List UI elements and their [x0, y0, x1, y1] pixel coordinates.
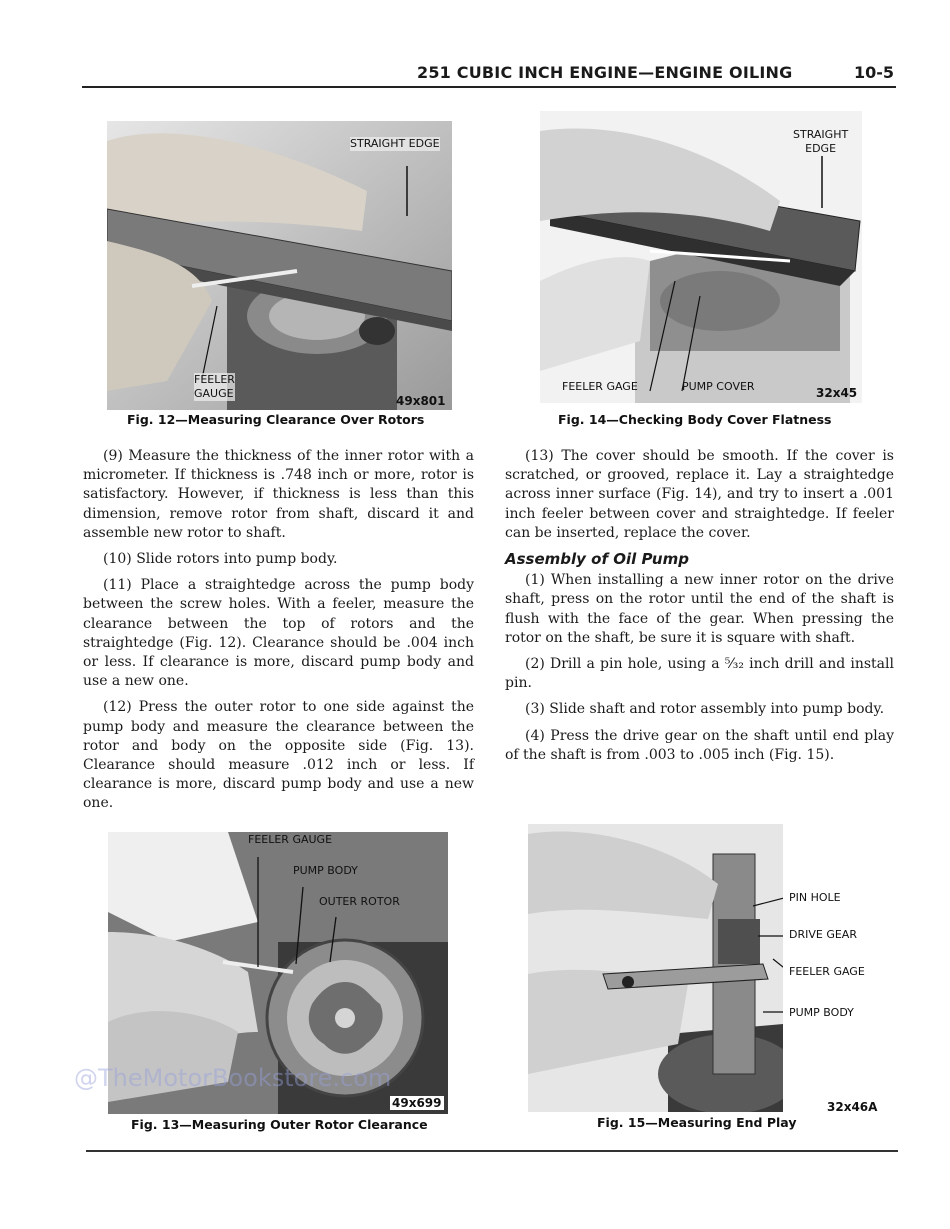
page-number: 10-5: [853, 63, 894, 82]
figure-12-illustration: [107, 121, 452, 410]
figure-15-leaders: [753, 824, 783, 1112]
figure-15-photo: [528, 824, 783, 1112]
figure-13-caption: Fig. 13—Measuring Outer Rotor Clearance: [131, 1117, 428, 1132]
figure-code: 49x801: [396, 394, 446, 408]
right-column: [505, 447, 894, 772]
figure-15-label-area: [783, 824, 898, 1114]
paragraph: (4) Press the drive gear on the shaft until end play of the shaft is from .003 to .005 inch (Fig. 15).: [505, 727, 894, 763]
paragraph: (1) When installing a new inner rotor on the drive shaft, press on the rotor until the end of the shaft is flush with the face of the gear. When pressing the rotor on the shaft, be sure it is square with shaft.: [505, 572, 894, 646]
watermark: @TheMotorBookstore.com: [74, 1064, 392, 1092]
label-feeler-gauge: FEELER GAUGE: [248, 833, 333, 846]
figure-14-caption: Fig. 14—Checking Body Cover Flatness: [558, 412, 832, 427]
figure-15-illustration: [528, 824, 783, 1112]
paragraph: (9) Measure the thickness of the inner rotor with a micrometer. If thickness is .748 inch or more, rotor is satisfactory. However, if thickness is less than this dimension, remove rotor from shaft, discard it and assemble new rotor to shaft.: [83, 448, 474, 541]
paragraph: (2) Drill a pin hole, using a ⁵⁄₃₂ inch drill and install pin.: [505, 656, 894, 692]
paragraph: (10) Slide rotors into pump body.: [103, 551, 338, 568]
label-pump-body: PUMP BODY: [293, 864, 358, 877]
footer-rule: [86, 1150, 898, 1152]
paragraph: (12) Press the outer rotor to one side against the pump body and measure the clearance between the rotor and body on the opposite side (Fig. 13). Clearance should measure .012 inch or less. If clearance is more, discard pump body and use a new one.: [83, 699, 474, 812]
label-outer-rotor: OUTER ROTOR: [319, 895, 400, 908]
label-pump-cover: PUMP COVER: [682, 380, 755, 393]
label-feeler-gage: FEELER GAGE: [789, 965, 865, 978]
label-drive-gear: DRIVE GEAR: [789, 928, 857, 941]
figure-15-caption: Fig. 15—Measuring End Play: [597, 1115, 797, 1130]
label-pin-hole: PIN HOLE: [789, 891, 841, 904]
paragraph: (3) Slide shaft and rotor assembly into pump body.: [525, 701, 885, 718]
paragraph: (13) The cover should be smooth. If the cover is scratched, or grooved, replace it. Lay a straightedge across inner surface (Fig. 14), and try to insert a .001 inch feeler between cover and straightedge. If feeler can be inserted, replace the cover.: [505, 448, 894, 541]
header-title: 251 CUBIC INCH ENGINE—ENGINE OILING: [417, 63, 793, 82]
figure-14-photo: [540, 111, 862, 403]
label-straight-edge: STRAIGHT EDGE: [350, 137, 440, 150]
label-feeler-gauge: FEELER GAUGE: [194, 373, 235, 400]
figure-code: 32x46A: [827, 1100, 878, 1114]
section-heading: Assembly of Oil Pump: [505, 550, 689, 569]
label-feeler-gage: FEELER GAGE: [562, 380, 638, 393]
page-header: [82, 60, 896, 88]
paragraph: (11) Place a straightedge across the pump body between the screw holes. With a feeler, measure the clearance between the top of rotors and the straightedge (Fig. 12). Clearance should be .004 inch or less. If clearance is more, discard pump body and use a new one.: [83, 577, 474, 690]
figure-12-photo: [107, 121, 452, 410]
left-column: [83, 447, 474, 821]
label-straight-edge: STRAIGHT EDGE: [793, 128, 849, 155]
label-pump-body: PUMP BODY: [789, 1006, 854, 1019]
figure-code: 49x699: [392, 1096, 442, 1110]
figure-code: 32x45: [816, 386, 858, 400]
figure-12-caption: Fig. 12—Measuring Clearance Over Rotors: [127, 412, 425, 427]
